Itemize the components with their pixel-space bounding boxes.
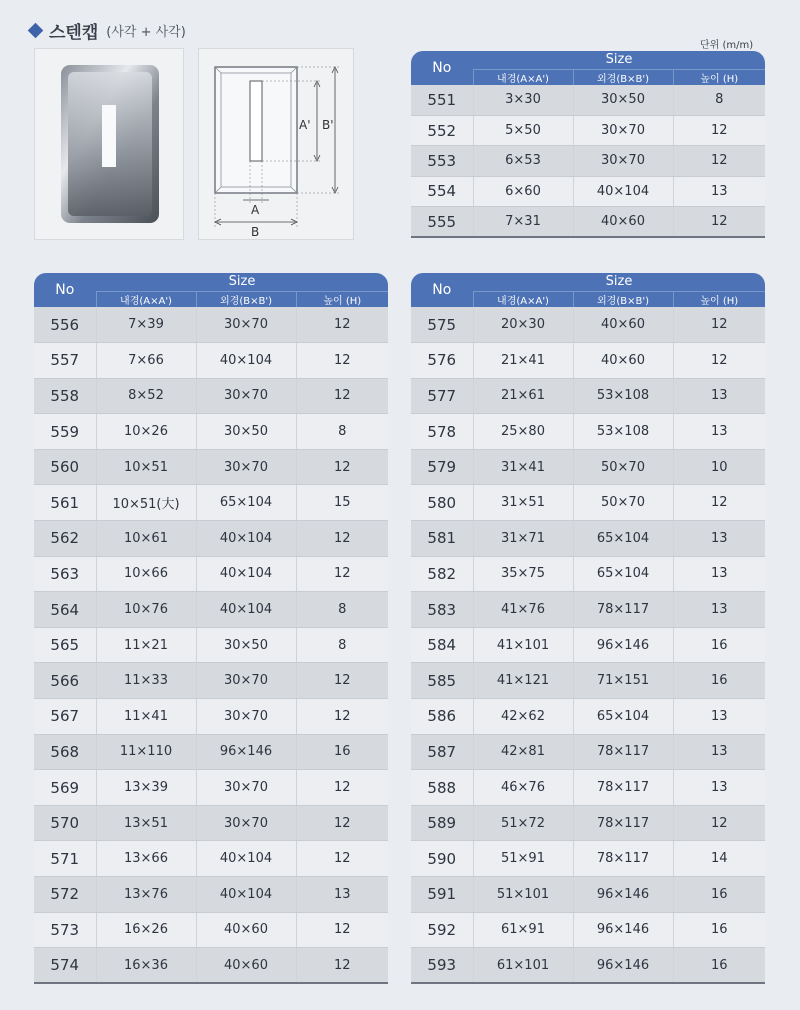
cell-no: 576 [411,343,473,379]
cell-outer: 30×70 [573,115,673,145]
cell-outer: 40×104 [196,343,296,379]
cell-height: 13 [673,770,765,806]
title-main: 스텐캡 [49,23,99,43]
table-row [411,770,765,806]
cell-height: 12 [296,841,388,877]
table-row [34,663,388,699]
cell-height: 12 [673,485,765,521]
cell-inner: 31×51 [473,485,573,521]
cell-height: 16 [673,912,765,948]
cell-height: 13 [673,556,765,592]
cell-outer: 78×117 [573,592,673,628]
table-body [34,307,388,983]
cell-no: 556 [34,307,96,343]
cell-outer: 40×60 [573,207,673,237]
cell-height: 13 [673,699,765,735]
cell-no: 574 [34,948,96,984]
table-row [34,307,388,343]
cell-height: 12 [296,805,388,841]
cell-outer: 40×104 [196,556,296,592]
col-header-height: 높이 (H) [296,291,388,307]
cell-inner: 61×91 [473,912,573,948]
cell-outer: 30×70 [196,805,296,841]
cell-outer: 30×70 [196,378,296,414]
col-header-inner: 내경(A×A') [96,291,196,307]
cell-outer: 30×70 [196,449,296,485]
cell-inner: 16×26 [96,912,196,948]
col-header-no: No [34,273,96,307]
spec-table-2 [34,273,388,984]
cell-inner: 13×66 [96,841,196,877]
cell-no: 575 [411,307,473,343]
cell-no: 589 [411,805,473,841]
cell-height: 13 [673,414,765,450]
table-row [411,343,765,379]
cell-height: 12 [673,805,765,841]
table-row [34,841,388,877]
cell-inner: 3×30 [473,85,573,115]
cell-outer: 53×108 [573,378,673,414]
cell-outer: 78×117 [573,841,673,877]
cell-outer: 30×70 [196,770,296,806]
cell-no: 564 [34,592,96,628]
cell-outer: 30×70 [196,663,296,699]
table-row [34,948,388,984]
cell-inner: 7×66 [96,343,196,379]
cell-height: 8 [296,627,388,663]
cell-inner: 6×60 [473,176,573,206]
table-row [34,343,388,379]
table-row [34,734,388,770]
cell-inner: 7×31 [473,207,573,237]
spec-table-1 [411,51,765,238]
table-row [34,378,388,414]
cell-outer: 96×146 [573,627,673,663]
label-b: B [251,225,260,239]
cell-height: 12 [673,343,765,379]
cell-inner: 25×80 [473,414,573,450]
cell-no: 565 [34,627,96,663]
col-header-no: No [411,273,473,307]
cell-height: 12 [296,449,388,485]
cell-height: 14 [673,841,765,877]
cell-no: 590 [411,841,473,877]
cell-no: 584 [411,627,473,663]
cell-no: 563 [34,556,96,592]
table-row [411,877,765,913]
table-row [34,627,388,663]
cell-outer: 40×104 [196,841,296,877]
cell-height: 15 [296,485,388,521]
cell-inner: 11×21 [96,627,196,663]
cell-no: 551 [411,85,473,115]
cell-no: 588 [411,770,473,806]
table-row [411,699,765,735]
title-subtitle: (사각 + 사각) [106,25,186,40]
cell-no: 591 [411,877,473,913]
cell-inner: 20×30 [473,307,573,343]
label-a-prime: A' [299,118,311,132]
cell-inner: 13×51 [96,805,196,841]
cell-outer: 78×117 [573,805,673,841]
cell-outer: 50×70 [573,485,673,521]
table-row [411,912,765,948]
cell-inner: 7×39 [96,307,196,343]
cell-inner: 6×53 [473,146,573,176]
cell-no: 573 [34,912,96,948]
table-row [34,770,388,806]
col-header-size: Size [473,273,765,291]
cell-no: 577 [411,378,473,414]
cell-outer: 71×151 [573,663,673,699]
cell-inner: 46×76 [473,770,573,806]
cell-inner: 13×39 [96,770,196,806]
cell-outer: 40×60 [196,912,296,948]
col-header-height: 높이 (H) [673,69,765,85]
cell-no: 581 [411,521,473,557]
cell-height: 8 [673,85,765,115]
dimension-drawing [198,48,354,240]
cell-inner: 31×41 [473,449,573,485]
cell-height: 16 [673,877,765,913]
cell-height: 12 [296,378,388,414]
cell-height: 12 [296,699,388,735]
cell-outer: 65×104 [196,485,296,521]
cell-outer: 40×60 [573,343,673,379]
table-row [411,207,765,237]
cell-outer: 30×70 [573,146,673,176]
cell-outer: 78×117 [573,734,673,770]
cell-outer: 30×50 [196,414,296,450]
cell-outer: 96×146 [196,734,296,770]
cell-height: 12 [296,343,388,379]
cell-inner: 21×61 [473,378,573,414]
cell-inner: 16×36 [96,948,196,984]
table-row [34,521,388,557]
table-row [411,592,765,628]
col-header-outer: 외경(B×B') [573,291,673,307]
cell-height: 12 [296,912,388,948]
table-row [411,414,765,450]
cell-inner: 10×76 [96,592,196,628]
cell-outer: 65×104 [573,521,673,557]
table-row [34,805,388,841]
cell-no: 572 [34,877,96,913]
cell-no: 570 [34,805,96,841]
cell-no: 558 [34,378,96,414]
table-row [34,414,388,450]
table-row [34,877,388,913]
table-row [411,805,765,841]
table-row [34,556,388,592]
cell-no: 553 [411,146,473,176]
cell-inner: 10×66 [96,556,196,592]
table-row [411,948,765,984]
cell-outer: 40×104 [573,176,673,206]
cell-no: 568 [34,734,96,770]
cell-no: 567 [34,699,96,735]
cell-inner: 11×110 [96,734,196,770]
cell-inner: 41×121 [473,663,573,699]
table-row [411,841,765,877]
cell-outer: 78×117 [573,770,673,806]
cell-height: 16 [296,734,388,770]
cell-outer: 30×50 [573,85,673,115]
cell-outer: 40×104 [196,592,296,628]
table-row [34,449,388,485]
cell-height: 13 [673,176,765,206]
cell-inner: 11×41 [96,699,196,735]
cell-no: 586 [411,699,473,735]
page-title [30,18,186,43]
cell-height: 12 [673,115,765,145]
table-row [34,912,388,948]
spec-table-3 [411,273,765,984]
cell-outer: 40×104 [196,877,296,913]
cell-no: 580 [411,485,473,521]
cell-inner: 61×101 [473,948,573,984]
cell-height: 16 [673,663,765,699]
cell-height: 12 [673,307,765,343]
table-row [411,146,765,176]
cell-inner: 42×81 [473,734,573,770]
cell-no: 592 [411,912,473,948]
cell-no: 559 [34,414,96,450]
cell-outer: 96×146 [573,948,673,984]
cell-outer: 40×60 [573,307,673,343]
stainless-cap-photo-icon [35,49,185,241]
table-row [411,307,765,343]
cell-inner: 42×62 [473,699,573,735]
table-row [34,592,388,628]
cell-no: 582 [411,556,473,592]
col-header-size: Size [96,273,388,291]
cell-no: 593 [411,948,473,984]
table-row [411,176,765,206]
table-body [411,307,765,983]
cell-height: 10 [673,449,765,485]
cell-height: 12 [296,948,388,984]
cell-inner: 51×101 [473,877,573,913]
cell-no: 566 [34,663,96,699]
cell-no: 571 [34,841,96,877]
cell-inner: 31×71 [473,521,573,557]
table-body [411,85,765,237]
cell-height: 12 [673,146,765,176]
table-row [411,378,765,414]
col-header-inner: 내경(A×A') [473,69,573,85]
col-header-height: 높이 (H) [673,291,765,307]
cell-height: 8 [296,414,388,450]
cell-no: 555 [411,207,473,237]
cell-outer: 50×70 [573,449,673,485]
col-header-no: No [411,51,473,85]
table-row [34,699,388,735]
cell-height: 12 [296,521,388,557]
cell-no: 552 [411,115,473,145]
cell-height: 12 [296,770,388,806]
cell-inner: 41×101 [473,627,573,663]
table-row [411,627,765,663]
cell-no: 583 [411,592,473,628]
cell-outer: 65×104 [573,699,673,735]
product-photo [34,48,184,240]
cell-no: 585 [411,663,473,699]
cell-height: 16 [673,627,765,663]
cell-outer: 65×104 [573,556,673,592]
table-row [411,449,765,485]
cell-no: 578 [411,414,473,450]
cell-height: 13 [673,521,765,557]
unit-label: 단위 (m/m) [700,40,754,51]
cell-inner: 10×51 [96,449,196,485]
col-header-inner: 내경(A×A') [473,291,573,307]
cell-height: 13 [673,592,765,628]
cell-inner: 10×26 [96,414,196,450]
cell-no: 561 [34,485,96,521]
label-b-prime: B' [322,118,334,132]
cell-height: 12 [296,307,388,343]
table-row [411,115,765,145]
cell-inner: 51×91 [473,841,573,877]
label-a: A [251,203,260,217]
cell-no: 562 [34,521,96,557]
cell-inner: 51×72 [473,805,573,841]
cell-inner: 8×52 [96,378,196,414]
cell-no: 579 [411,449,473,485]
table-row [411,521,765,557]
cell-outer: 40×104 [196,521,296,557]
cell-height: 13 [673,734,765,770]
table-row [411,556,765,592]
cell-inner: 5×50 [473,115,573,145]
cell-no: 554 [411,176,473,206]
cell-inner: 35×75 [473,556,573,592]
cell-height: 16 [673,948,765,984]
cell-outer: 96×146 [573,877,673,913]
cell-inner: 21×41 [473,343,573,379]
cell-inner: 10×61 [96,521,196,557]
cell-outer: 30×50 [196,627,296,663]
cell-height: 13 [673,378,765,414]
col-header-outer: 외경(B×B') [196,291,296,307]
cell-height: 12 [296,663,388,699]
cell-no: 560 [34,449,96,485]
col-header-size: Size [473,51,765,69]
cell-outer: 40×60 [196,948,296,984]
cell-outer: 96×146 [573,912,673,948]
diamond-bullet-icon [28,23,44,39]
cell-inner: 41×76 [473,592,573,628]
cell-inner: 11×33 [96,663,196,699]
table-row [411,734,765,770]
table-row [411,663,765,699]
cell-inner: 13×76 [96,877,196,913]
cell-height: 12 [296,556,388,592]
cell-no: 569 [34,770,96,806]
cell-no: 557 [34,343,96,379]
cell-height: 12 [673,207,765,237]
cell-height: 8 [296,592,388,628]
col-header-outer: 외경(B×B') [573,69,673,85]
cell-height: 13 [296,877,388,913]
cell-outer: 30×70 [196,307,296,343]
cell-no: 587 [411,734,473,770]
table-row [411,85,765,115]
cell-outer: 53×108 [573,414,673,450]
table-row [34,485,388,521]
cell-inner: 10×51(大) [96,485,196,521]
table-row [411,485,765,521]
dimension-drawing-svg [199,49,355,241]
cell-outer: 30×70 [196,699,296,735]
